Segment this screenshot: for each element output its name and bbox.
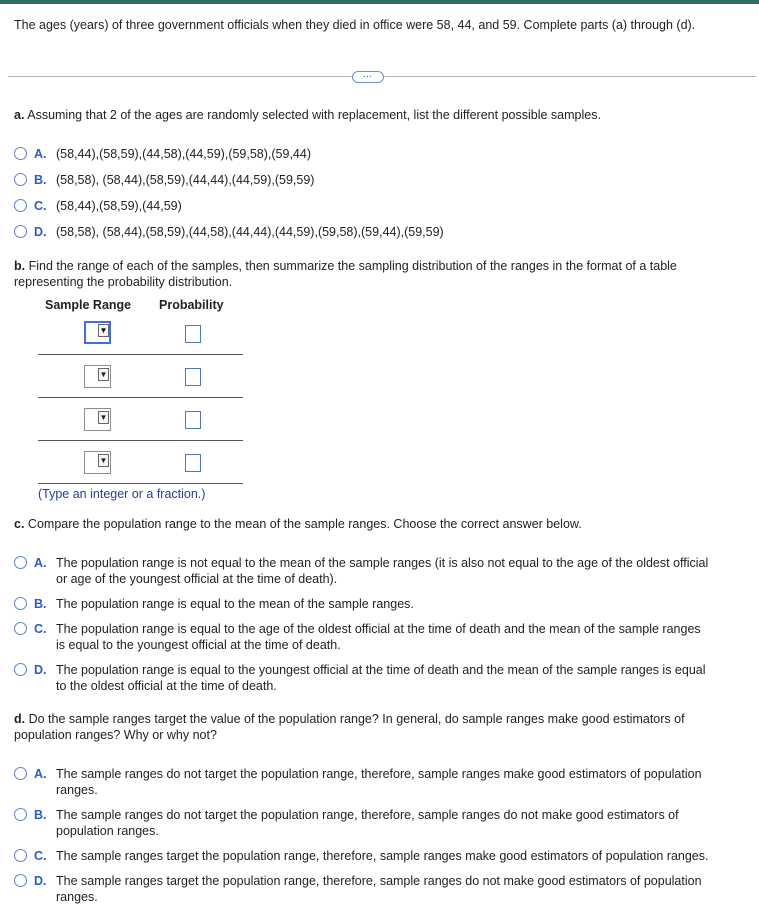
part-b-text: Find the range of each of the samples, then summarize the sampling distribution of the ranges in the format of a table representing the probability distribution. (14, 259, 677, 289)
table-row-divider (38, 440, 243, 441)
part-b-question (14, 258, 742, 290)
dropdown-arrow-icon[interactable]: ▼ (99, 326, 108, 335)
table-row-divider (38, 397, 243, 398)
dropdown-wrap-1 (84, 321, 111, 344)
part-a-option-d[interactable] (14, 224, 444, 240)
part-b-label: b. (14, 259, 26, 273)
option-text (56, 555, 708, 587)
option-text-line: The population range is equal to the mean of the sample ranges. (56, 597, 414, 611)
option-letter: D. (34, 874, 47, 888)
option-letter: C. (34, 622, 47, 636)
part-a-label: a. (14, 108, 25, 122)
option-text-line: ranges. (56, 890, 98, 904)
part-c-text: Compare the population range to the mean of the sample ranges. Choose the correct answer below. (27, 517, 582, 531)
option-letter: D. (34, 663, 47, 677)
option-text: (58,44),(58,59),(44,58),(44,59),(59,58),(59,44) (56, 147, 311, 161)
radio-icon[interactable] (14, 874, 27, 887)
dropdown-wrap-4 (84, 451, 111, 474)
option-letter: B. (34, 173, 47, 187)
part-d-option-d[interactable] (14, 873, 702, 905)
dropdown-inner-3 (84, 408, 111, 431)
probability-header: Probability (159, 298, 224, 312)
option-text (56, 621, 701, 653)
table-row-divider (38, 483, 243, 484)
option-text (56, 807, 679, 839)
option-text (56, 596, 414, 612)
radio-icon[interactable] (14, 849, 27, 862)
probability-input-2[interactable] (185, 368, 201, 386)
part-a-question (14, 107, 742, 123)
part-a-option-b[interactable] (14, 172, 314, 188)
probability-input-1[interactable] (185, 325, 201, 343)
option-text-line: population ranges. (56, 824, 159, 838)
probability-input-4[interactable] (185, 454, 201, 472)
option-letter: A. (34, 767, 47, 781)
part-c-question (14, 516, 742, 532)
dropdown-inner-4 (84, 451, 111, 474)
radio-icon[interactable] (14, 556, 27, 569)
top-accent-bar (0, 0, 759, 4)
part-c-option-c[interactable] (14, 621, 701, 653)
dropdown-arrow-icon[interactable]: ▼ (99, 456, 108, 465)
option-text-line: The sample ranges do not target the population range, therefore, sample ranges make good estimators of population (56, 767, 702, 781)
option-letter: A. (34, 147, 47, 161)
part-d-option-a[interactable] (14, 766, 702, 798)
part-d-question (14, 711, 742, 743)
option-text-line: The population range is equal to the youngest official at the time of death and the mean of the sample ranges is equal (56, 663, 706, 677)
dropdown-inner-2 (84, 365, 111, 388)
problem-intro: The ages (years) of three government officials when they died in office were 58, 44, and 59. Complete parts (a) through (d). (14, 18, 696, 32)
option-text-line: The sample ranges do not target the population range, therefore, sample ranges do not make good estimators of (56, 808, 679, 822)
dropdown-wrap-2 (84, 365, 111, 388)
option-text-line: to the oldest official at the time of death. (56, 679, 277, 693)
part-a-option-a[interactable] (14, 146, 311, 162)
option-letter: B. (34, 808, 47, 822)
radio-icon[interactable] (14, 147, 27, 160)
radio-icon[interactable] (14, 199, 27, 212)
option-text (56, 873, 702, 905)
radio-icon[interactable] (14, 225, 27, 238)
dropdown-arrow-icon[interactable]: ▼ (99, 413, 108, 422)
option-text: (58,58), (58,44),(58,59),(44,44),(44,59),(59,59) (56, 173, 315, 187)
part-d-text: Do the sample ranges target the value of the population range? In general, do sample ranges make good estimators of population ranges? Why or why not? (14, 712, 685, 742)
option-text: (58,44),(58,59),(44,59) (56, 199, 182, 213)
radio-icon[interactable] (14, 767, 27, 780)
radio-icon[interactable] (14, 597, 27, 610)
dropdown-inner-1 (84, 321, 111, 344)
option-text: (58,58), (58,44),(58,59),(44,58),(44,44),(44,59),(59,58),(59,44),(59,59) (56, 225, 444, 239)
input-hint: (Type an integer or a fraction.) (38, 487, 206, 501)
option-letter: C. (34, 849, 47, 863)
sample-range-header: Sample Range (45, 298, 132, 312)
part-d-option-c[interactable] (14, 848, 708, 864)
dropdown-wrap-3 (84, 408, 111, 431)
dropdown-arrow-icon[interactable]: ▼ (99, 370, 108, 379)
radio-icon[interactable] (14, 173, 27, 186)
part-a-text: Assuming that 2 of the ages are randomly selected with replacement, list the different possible samples. (27, 108, 601, 122)
option-text (56, 848, 708, 864)
part-c-label: c. (14, 517, 25, 531)
part-a-option-c[interactable] (14, 198, 182, 214)
option-text-line: The sample ranges target the population range, therefore, sample ranges make good estimators of population ranges. (56, 849, 709, 863)
option-text-line: The population range is equal to the age of the oldest official at the time of death and the mean of the sample ranges (56, 622, 701, 636)
part-c-option-a[interactable] (14, 555, 708, 587)
radio-icon[interactable] (14, 663, 27, 676)
option-text-line: ranges. (56, 783, 98, 797)
part-d-option-b[interactable] (14, 807, 679, 839)
option-letter: C. (34, 199, 47, 213)
part-d-label: d. (14, 712, 26, 726)
radio-icon[interactable] (14, 808, 27, 821)
expand-ellipsis-button[interactable]: … (352, 71, 384, 83)
option-letter: A. (34, 556, 47, 570)
option-text (56, 662, 706, 694)
option-text-line: The sample ranges target the population range, therefore, sample ranges do not make good estimators of population (56, 874, 702, 888)
option-letter: B. (34, 597, 47, 611)
radio-icon[interactable] (14, 622, 27, 635)
table-row-divider (38, 354, 243, 355)
option-text-line: is equal to the youngest official at the time of death. (56, 638, 341, 652)
option-text-line: or age of the youngest official at the time of death). (56, 572, 338, 586)
probability-input-3[interactable] (185, 411, 201, 429)
part-c-option-b[interactable] (14, 596, 414, 612)
option-text (56, 766, 702, 798)
option-letter: D. (34, 225, 47, 239)
option-text-line: The population range is not equal to the mean of the sample ranges (it is also not equal to the age of the oldest official (56, 556, 709, 570)
part-c-option-d[interactable] (14, 662, 706, 694)
